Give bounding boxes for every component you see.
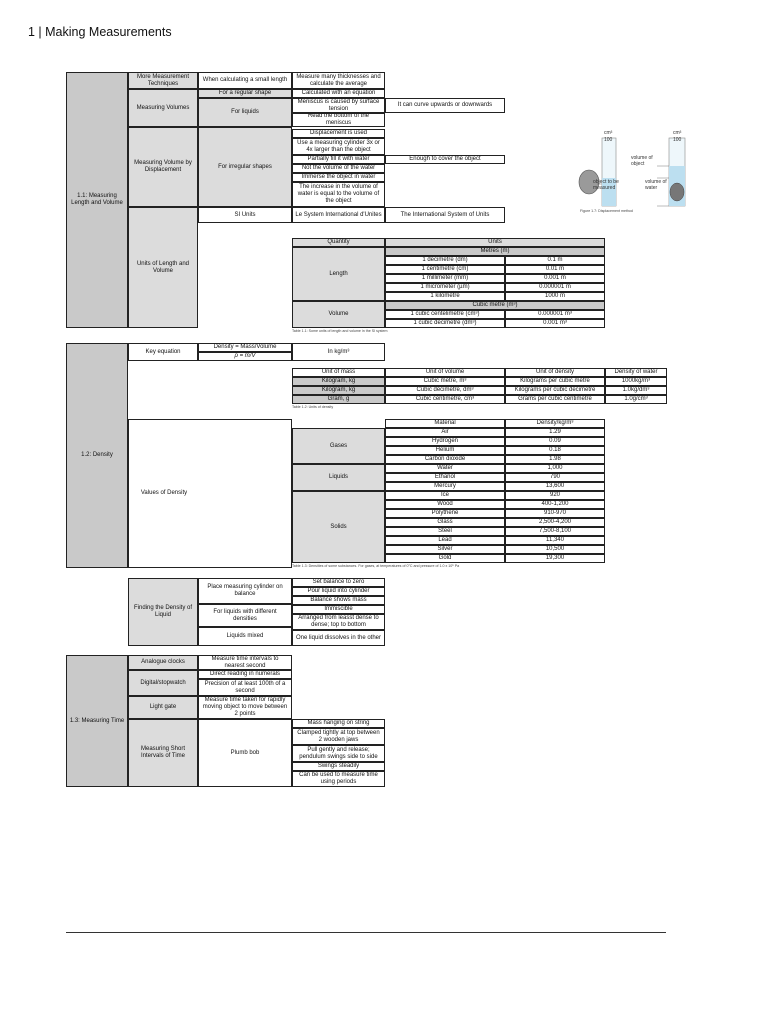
displacement-figure xyxy=(565,130,695,215)
volume-label: Volume xyxy=(292,301,385,328)
table-cell: Glass xyxy=(385,518,505,527)
table-cell: 1 cubic decimetre (dm³) xyxy=(385,319,505,328)
scale-100-right: 100 xyxy=(673,137,682,143)
place-cylinder-cell: Place measuring cylinder on balance xyxy=(198,578,292,604)
different-densities-cell: For liquids with different densities xyxy=(198,604,292,627)
arranged-cell: Arranged from leasst dense to dense; top to bottom xyxy=(292,614,385,630)
section-label-length-volume: 1.1: Measuring Length and Volume xyxy=(66,72,128,328)
table-cell: 13,600 xyxy=(505,482,605,491)
table-cell: 10,500 xyxy=(505,545,605,554)
set-zero-cell: Set balance to zero xyxy=(292,578,385,587)
unit-note-cell: In kg/m³ xyxy=(292,343,385,361)
volume-object-label: volume of object xyxy=(631,155,653,167)
equation-cell: Density = Mass/Volume xyxy=(198,343,292,352)
table-cell: Ice xyxy=(385,491,505,500)
precision-cell: Precision of at least 100th of a second xyxy=(198,679,292,696)
small-length-cell: When calculating a small length xyxy=(198,72,292,89)
table-cell: 0.001 m³ xyxy=(505,319,605,328)
read-bottom-cell: Read the bottom of the meniscus xyxy=(292,113,385,127)
table-cell: 1.0g/cm³ xyxy=(605,395,667,404)
table-cell: 2,500-4,200 xyxy=(505,518,605,527)
volume-water-label: volume of water xyxy=(645,179,667,191)
clamped-cell: Clamped tightly at top between 2 wooden jaws xyxy=(292,728,385,745)
table-cell: 790 xyxy=(505,473,605,482)
pour-cell: Pour liquid into cylinder xyxy=(292,587,385,596)
object-label: object to be measured xyxy=(593,179,619,191)
table-header: Unit of mass xyxy=(292,368,385,377)
use-cylinder-cell: Use a measuring cylinder 3x or 4x larger than the object xyxy=(292,138,385,155)
table-header: Unit of volume xyxy=(385,368,505,377)
table-cell: 400-1,200 xyxy=(505,500,605,509)
cm3-label-right: cm³ xyxy=(673,130,682,136)
cubic-metre-header: Cubic metre (m³) xyxy=(385,301,605,310)
length-label: Length xyxy=(292,247,385,301)
intl-system-cell: The International System of Units xyxy=(385,207,505,223)
table-cell: Steel xyxy=(385,527,505,536)
table-cell: Ethanol xyxy=(385,473,505,482)
small-length-note: Measure many thicknesses and calculate the average xyxy=(292,72,385,89)
section-label-density: 1.2: Density xyxy=(66,343,128,568)
table-header: Density of water xyxy=(605,368,667,377)
direct-reading-cell: Direct reading in numerals xyxy=(198,670,292,679)
table-cell: 1 centimetre (cm) xyxy=(385,265,505,274)
table-cell: 0.000001 m³ xyxy=(505,310,605,319)
table-cell: Air xyxy=(385,428,505,437)
scale-100-left: 100 xyxy=(604,137,613,143)
swings-cell: Swings steadily xyxy=(292,762,385,771)
le-systeme-cell: Le System International d'Unites xyxy=(292,207,385,223)
regular-shape-cell: For a regular shape xyxy=(198,89,292,98)
meniscus-note: It can curve upwards or downwards xyxy=(385,98,505,113)
table-cell: 0.001 m xyxy=(505,274,605,283)
mass-hanging-cell: Mass hanging on string xyxy=(292,719,385,728)
regular-shape-note: Calculated with an equation xyxy=(292,89,385,98)
immiscible-cell: Immiscible xyxy=(292,605,385,614)
table-cell: 1.98 xyxy=(505,455,605,464)
table-cell: Hydrogen xyxy=(385,437,505,446)
analogue-note-cell: Measure time intervals to nearest second xyxy=(198,655,292,670)
displacement-label: Measuring Volume by Displacement xyxy=(128,127,198,207)
table-caption: Table 1.2: Units of density xyxy=(292,405,334,409)
periods-cell: Can be used to measure time using periods xyxy=(292,771,385,787)
increase-cell: The increase in the volume of water is equal to the volume of the object xyxy=(292,182,385,207)
table-cell: Grams per cubic centimetre xyxy=(505,395,605,404)
units-header-units: Units xyxy=(385,238,605,247)
key-equation-label: Key equation xyxy=(128,343,198,361)
liquids-mixed-cell: Liquids mixed xyxy=(198,627,292,646)
short-intervals-label: Measuring Short Intervals of Time xyxy=(128,719,198,787)
analogue-clocks-label: Analogue clocks xyxy=(128,655,198,670)
light-gate-label: Light gate xyxy=(128,696,198,719)
measuring-volumes-label: Measuring Volumes xyxy=(128,89,198,127)
not-volume-cell: Not the volume of the water xyxy=(292,164,385,173)
finding-density-label: Finding the Density of Liquid xyxy=(128,578,198,646)
displacement-used-cell: Displacement is used xyxy=(292,129,385,138)
si-units-cell: SI Units xyxy=(198,207,292,223)
table-cell: 1 cubic centelimetre (cm³) xyxy=(385,310,505,319)
table-cell: 0.01 m xyxy=(505,265,605,274)
plumb-bob-cell: Plumb bob xyxy=(198,719,292,787)
table-cell: Kilogram, kg xyxy=(292,377,385,386)
for-liquids-cell: For liquids xyxy=(198,98,292,127)
equation-symbolic-cell: ρ = m/V xyxy=(198,352,292,361)
table-cell: Silver xyxy=(385,545,505,554)
table-cell: Mercury xyxy=(385,482,505,491)
table-cell: Polythene xyxy=(385,509,505,518)
footer-rule xyxy=(66,932,666,933)
table-cell: Water xyxy=(385,464,505,473)
more-techniques-label: More Measurement Techniques xyxy=(128,72,198,89)
partially-fill-note: Enough to cover the object xyxy=(385,155,505,164)
table-cell: Lead xyxy=(385,536,505,545)
table-cell: Carbon dioxide xyxy=(385,455,505,464)
table-cell: Helium xyxy=(385,446,505,455)
meniscus-cell: Meniscus is caused by surface tension xyxy=(292,98,385,113)
table-cell: 0.18 xyxy=(505,446,605,455)
table-cell: Kilograms per cubic decimetre xyxy=(505,386,605,395)
table-cell: Gold xyxy=(385,554,505,563)
table-cell: Wood xyxy=(385,500,505,509)
partially-fill-cell: Partially fill it with water xyxy=(292,155,385,164)
table-cell: 0.000001 m xyxy=(505,283,605,292)
table-header: Density/kg/m³ xyxy=(505,419,605,428)
table-cell: 0.09 xyxy=(505,437,605,446)
table-cell: 1000kg/m³ xyxy=(605,377,667,386)
irregular-shapes-cell: For irregular shapes xyxy=(198,127,292,207)
table-caption: Table 1.1: Some units of length and volume in the SI system xyxy=(292,329,388,333)
table-caption: Table 1.3: Densities of some substances. For gases, at temperatures of 0°C and pressure of 1.0 x 10⁵ Pa xyxy=(292,564,460,568)
solids-label: Solids xyxy=(292,491,385,563)
table-cell: 19,300 xyxy=(505,554,605,563)
figure-caption: Figure 1.7: Displacement method xyxy=(580,209,633,213)
table-cell: 1 micrometer (µm) xyxy=(385,283,505,292)
table-cell: 910-970 xyxy=(505,509,605,518)
digital-stopwatch-label: Digital/stopwatch xyxy=(128,670,198,696)
table-cell: Kilograms per cubic metre xyxy=(505,377,605,386)
table-header: Material xyxy=(385,419,505,428)
table-cell: Cubic decimetre, dm³ xyxy=(385,386,505,395)
liquids-label: Liquids xyxy=(292,464,385,491)
table-cell: Cubic metre, m³ xyxy=(385,377,505,386)
units-header-quantity: Quantity xyxy=(292,238,385,247)
dissolves-cell: One liquid dissolves in the other xyxy=(292,630,385,646)
table-cell: 1.29 xyxy=(505,428,605,437)
table-header: Unit of density xyxy=(505,368,605,377)
page-title: 1 | Making Measurements xyxy=(28,25,172,39)
cm3-label-left: cm³ xyxy=(604,130,613,136)
metres-header: Metres (m) xyxy=(385,247,605,256)
table-cell: 920 xyxy=(505,491,605,500)
shows-mass-cell: Balance shows mass xyxy=(292,596,385,605)
table-cell: 7,500-8,100 xyxy=(505,527,605,536)
pull-cell: Pull gently and release; pendulum swings side to side xyxy=(292,745,385,762)
table-cell: 1,000 xyxy=(505,464,605,473)
table-cell: Cubic centimetre, cm³ xyxy=(385,395,505,404)
table-cell: Gram, g xyxy=(292,395,385,404)
table-cell: 1000 m xyxy=(505,292,605,301)
table-cell: 1 decimetre (dm) xyxy=(385,256,505,265)
table-cell: 1 kilometre xyxy=(385,292,505,301)
values-density-label: Values of Density xyxy=(128,419,292,568)
table-cell: 1.0kg/dm³ xyxy=(605,386,667,395)
table-cell: 1 millimeter (mm) xyxy=(385,274,505,283)
table-cell: 11,340 xyxy=(505,536,605,545)
gases-label: Gases xyxy=(292,428,385,464)
section-label-time: 1.3: Measuring Time xyxy=(66,655,128,787)
table-cell: Kilogram, kg xyxy=(292,386,385,395)
table-cell: 0.1 m xyxy=(505,256,605,265)
units-length-volume-label: Units of Length and Volume xyxy=(128,207,198,328)
immerse-cell: Immerse the object in water xyxy=(292,173,385,182)
light-gate-note-cell: Measure time taken for rapidly moving object to move between 2 points xyxy=(198,696,292,719)
